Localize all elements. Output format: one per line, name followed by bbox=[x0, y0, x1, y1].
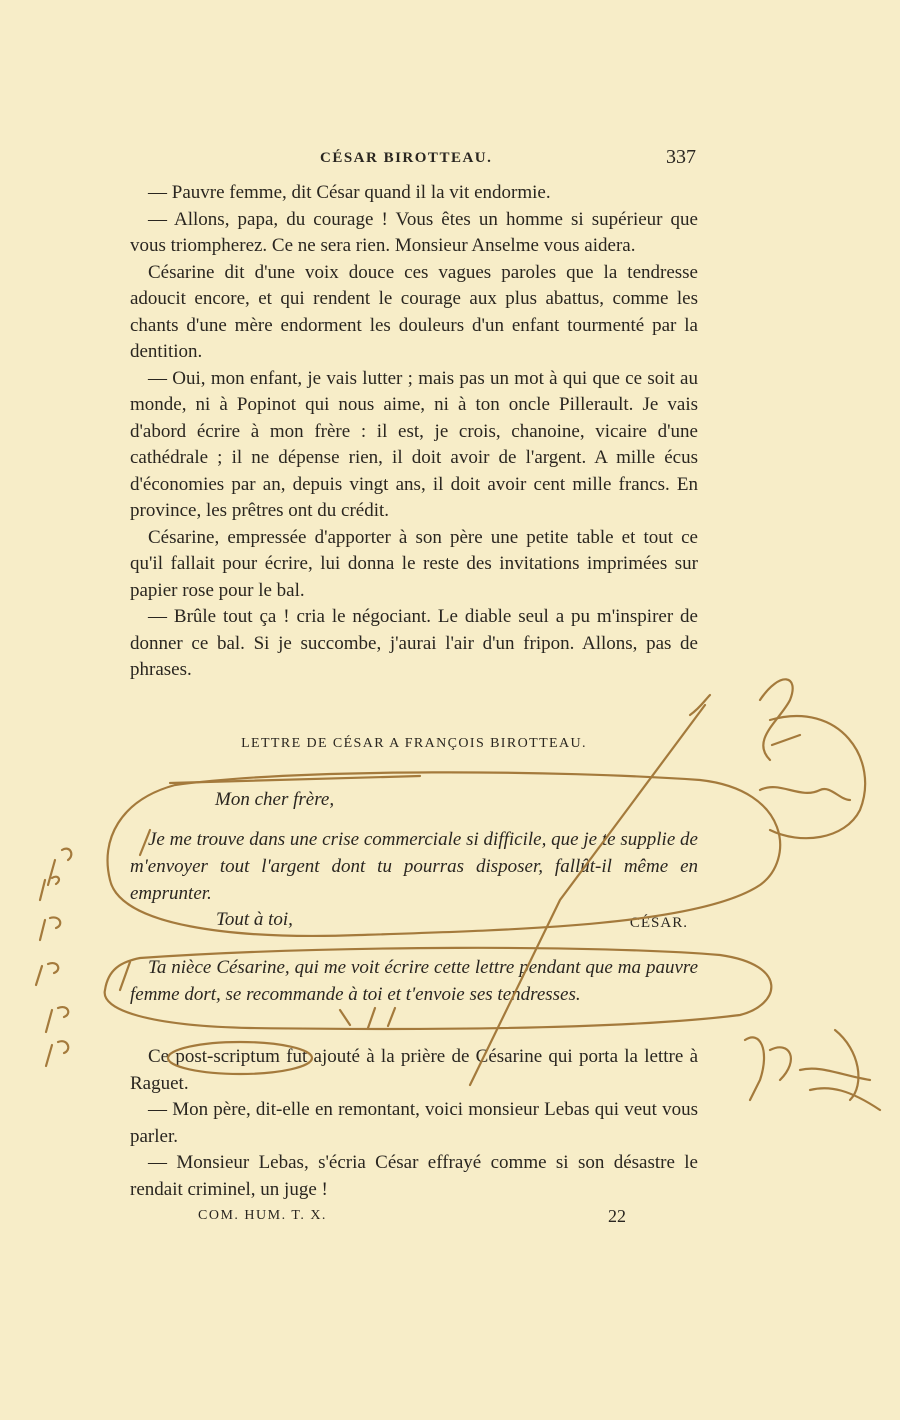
postscript-text: Ta nièce Césarine, qui me voit écrire cette lettre pendant que ma pauvre femme dort, se recommande à toi et t'envoie ses tendresses. bbox=[130, 957, 698, 1005]
margin-squiggle-1 bbox=[760, 679, 850, 800]
continuation-text-block bbox=[130, 1044, 698, 1203]
right-margin-circle bbox=[770, 716, 865, 838]
letter-closing bbox=[130, 906, 698, 933]
paragraph: Césarine, empressée d'apporter à son père une petite table et tout ce qu'il fallait pour écrire, lui donna le reste des invitations imprimées sur papier rose pour le bal. bbox=[130, 526, 698, 601]
letter-signature: CÉSAR. bbox=[629, 915, 688, 931]
left-margin-mark-2 bbox=[40, 877, 59, 900]
letter-salutation: Mon cher frère, bbox=[215, 789, 335, 810]
left-margin-mark-3 bbox=[40, 917, 60, 940]
page-header bbox=[130, 146, 696, 176]
left-margin-mark-6 bbox=[46, 1041, 68, 1066]
closing-text: Tout à toi, bbox=[216, 909, 293, 930]
paragraph: — Oui, mon enfant, je vais lutter ; mais pas un mot à qui que ce soit au monde, ni à Popinot qui nous aime, ni à ton oncle Pillerault. Je vais d'abord écrire à mon frère : il est, je crois, chanoine, vicaire d'une cathédrale ; il ne dépense rien, il doit avoir de l'argent. A mille écus d'économies par an, depuis vingt ans, il doit avoir cent mille francs. En province, les prêtres ont du crédit. bbox=[130, 367, 698, 521]
paragraph: — Mon père, dit-elle en remontant, voici monsieur Lebas qui veut vous parler. bbox=[130, 1099, 698, 1147]
paragraph: — Brûle tout ça ! cria le négociant. Le diable seul a pu m'inspirer de donner ce bal. Si je succombe, j'aurai l'air d'un fripon. Allons, pas de phrases. bbox=[130, 606, 698, 680]
paragraph: Ce post-scriptum fut ajouté à la prière de Césarine qui porta la lettre à Raguet. bbox=[130, 1046, 698, 1094]
letter-rule-mark bbox=[170, 776, 420, 783]
left-margin-mark-5 bbox=[46, 1007, 68, 1032]
page-number: 337 bbox=[666, 146, 696, 168]
left-margin-mark-4 bbox=[36, 963, 58, 985]
paragraph: — Allons, papa, du courage ! Vous êtes un homme si supérieur que vous triompherez. Ce ne sera rien. Monsieur Anselme vous aidera. bbox=[130, 208, 698, 256]
hook-stroke-mark bbox=[690, 695, 710, 715]
letter-heading: LETTRE DE CÉSAR A FRANÇOIS BIROTTEAU. bbox=[241, 736, 587, 751]
insertion-mark-3 bbox=[340, 1008, 395, 1028]
paragraph: Césarine dit d'une voix douce ces vagues paroles que la tendresse adoucit encore, et qui rendent le courage aux plus abattus, comme les chants d'une mère endorment les douleurs d'un enfant tourmenté par la dentition. bbox=[130, 261, 698, 362]
letter-body-text: Je me trouve dans une crise commerciale si difficile, que je te supplie de m'envoyer tout l'argent dont tu pourras disposer, fallût-il même en emprunter. bbox=[130, 829, 698, 904]
running-title: CÉSAR BIROTTEAU. bbox=[320, 150, 493, 166]
sheet-number: 22 bbox=[608, 1206, 626, 1226]
left-margin-mark-1 bbox=[48, 849, 71, 885]
page-footer bbox=[130, 1206, 698, 1232]
paragraph: — Monsieur Lebas, s'écria César effrayé comme si son désastre le rendait criminel, un juge ! bbox=[130, 1152, 698, 1200]
insertion-mark-2 bbox=[120, 962, 130, 990]
margin-squiggle-2 bbox=[745, 1037, 880, 1110]
signature-mark: COM. HUM. T. X. bbox=[198, 1208, 327, 1223]
right-margin-arc-2 bbox=[835, 1030, 858, 1100]
letter-postscript bbox=[130, 954, 698, 1008]
main-text-block bbox=[130, 180, 698, 684]
paragraph: — Pauvre femme, dit César quand il la vit endormie. bbox=[148, 182, 551, 203]
letter-body bbox=[130, 826, 698, 907]
